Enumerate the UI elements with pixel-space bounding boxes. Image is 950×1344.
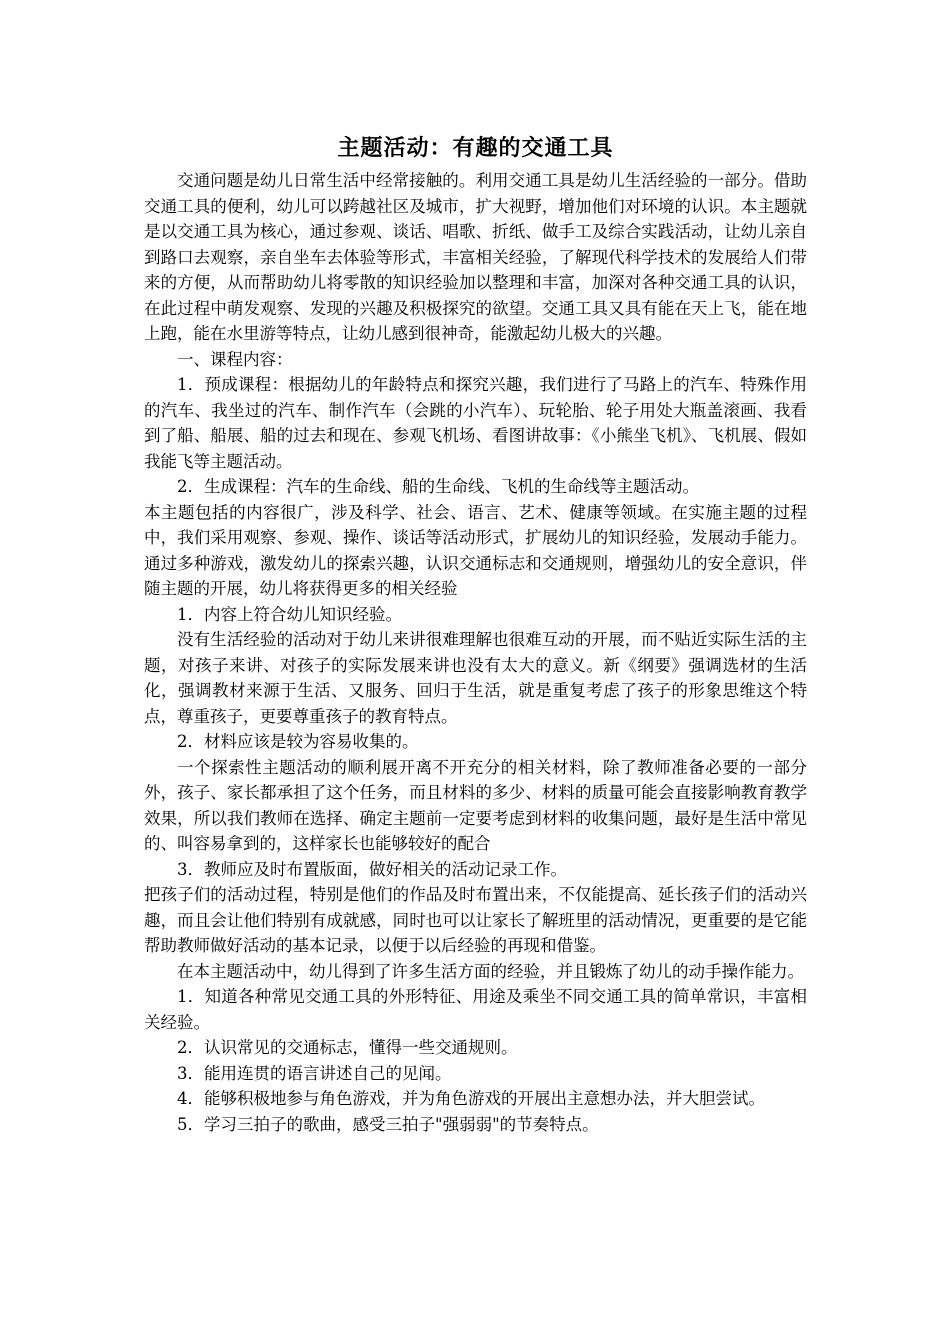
- paragraph-intro: 交通问题是幼儿日常生活中经常接触的。利用交通工具是幼儿生活经验的一部分。借助交通工具的便利，幼儿可以跨越社区及城市，扩大视野，增加他们对环境的认识。本主题就是以交通工具为核心，通过参观、谈话、唱歌、折纸、做手工及综合实践活动，让幼儿亲自到路口去观察，亲自坐车去体验等形式，丰富相关经验，了解现代科学技术的发展给人们带来的方便，从而帮助幼儿将零散的知识经验加以整理和丰富，加深对各种交通工具的认识，在此过程中萌发观察、发现的兴趣及积极探究的欲望。交通工具又具有能在天上飞，能在地上跑，能在水里游等特点，让幼儿感到很神奇，能激起幼儿极大的兴趣。: [144, 171, 807, 343]
- paragraph-point-1: 1．内容上符合幼儿知识经验。: [177, 604, 402, 624]
- paragraph-preset-course: 1．预成课程：根据幼儿的年龄特点和探究兴趣，我们进行了马路上的汽车、特殊作用的汽车、我坐过的汽车、制作汽车（会跳的小汽车）、玩轮胎、轮子用处大瓶盖滚画、我看到了船、船展、船的过去和现在、参观飞机场、看图讲故事：《小熊坐飞机》、飞机展、假如我能飞等主题活动。: [144, 375, 807, 471]
- paragraph-outcome-5: 5．学习三拍子的歌曲，感受三拍子"强弱弱"的节奏特点。: [177, 1114, 599, 1134]
- paragraph-point-3-detail: 把孩子们的活动过程，特别是他们的作品及时布置出来，不仅能提高、延长孩子们的活动兴趣，而且会让他们特别有成就感，同时也可以让家长了解班里的活动情况，更重要的是它能帮助教师做好活动的基本记录，以便于以后经验的再现和借鉴。: [144, 885, 807, 955]
- paragraph-outcome-4: 4．能够积极地参与角色游戏，并为角色游戏的开展出主意想办法，并大胆尝试。: [177, 1089, 765, 1108]
- paragraph-outcome-3: 3．能用连贯的语言讲述自己的见闻。: [177, 1063, 452, 1083]
- paragraph-point-1-detail: 没有生活经验的活动对于幼儿来讲很难理解也很难互动的开展，而不贴近实际生活的主题，对孩子来讲、对孩子的实际发展来讲也没有太大的意义。新《纲要》强调选材的生活化，强调教材来源于生活、又服务、回归于生活，就是重复考虑了孩子的形象思维这个特点，尊重孩子，更要尊重孩子的教育特点。: [144, 630, 807, 726]
- paragraph-point-3: 3．教师应及时布置版面，做好相关的活动记录工作。: [177, 859, 567, 879]
- paragraph-point-2: 2．材料应该是较为容易收集的。: [177, 732, 419, 751]
- paragraph-generated-course: 2．生成课程：汽车的生命线、船的生命线、飞机的生命线等主题活动。: [177, 477, 699, 496]
- paragraph-outcome-2: 2．认识常见的交通标志，懂得一些交通规则。: [177, 1038, 518, 1057]
- document-title: 主题活动：有趣的交通工具: [337, 136, 614, 161]
- paragraph-heading-course: 一、课程内容：: [177, 349, 293, 369]
- document-body: [144, 168, 807, 1137]
- paragraph-outcomes: 在本主题活动中，幼儿得到了许多生活方面的经验，并且锻炼了幼儿的动手操作能力。: [177, 961, 804, 981]
- paragraph-scope: 本主题包括的内容很广，涉及科学、社会、语言、艺术、健康等领域。在实施主题的过程中，我们采用观察、参观、操作、谈话等活动形式，扩展幼儿的知识经验，发展动手能力。通过多种游戏，激发幼儿的探索兴趣，认识交通标志和交通规则，增强幼儿的安全意识，伴随主题的开展，幼儿将获得更多的相关经验: [144, 502, 807, 598]
- document-page: [144, 128, 807, 1137]
- paragraph-outcome-1: 1．知道各种常见交通工具的外形特征、用途及乘坐不同交通工具的简单常识，丰富相关经验。: [144, 987, 807, 1032]
- paragraph-point-2-detail: 一个探索性主题活动的顺利展开离不开充分的相关材料，除了教师准备必要的一部分外，孩子、家长都承担了这个任务，而且材料的多少、材料的质量可能会直接影响教育教学效果，所以我们教师在选择、确定主题前一定要考虑到材料的收集问题，最好是生活中常见的、叫容易拿到的，这样家长也能够较好的配合: [144, 757, 807, 853]
